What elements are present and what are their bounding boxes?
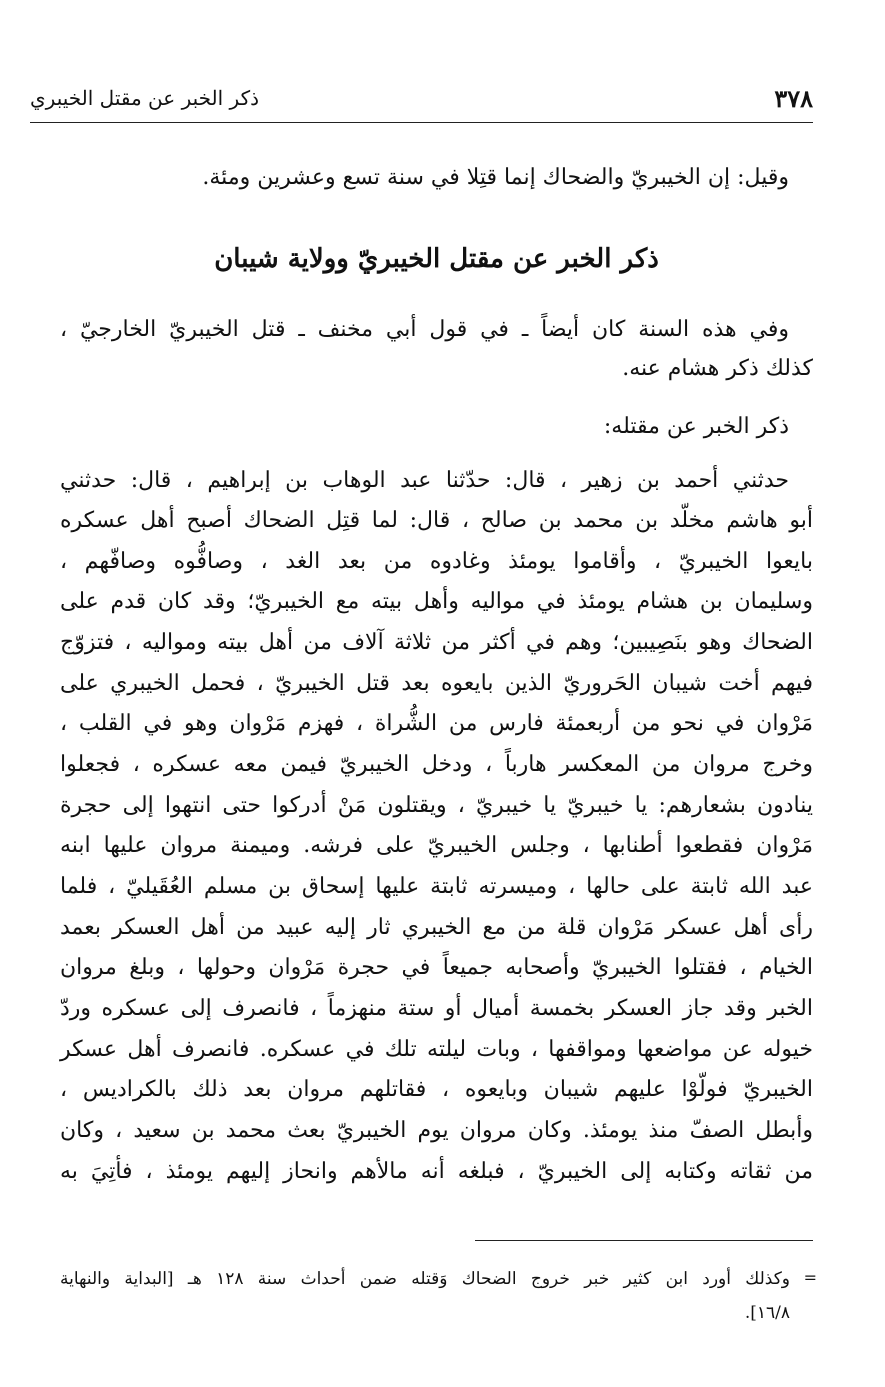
footnote-line: ١٦/٨]. — [744, 1303, 790, 1323]
narrative-line: وخرج مروان من المعكسر هارباً ، ودخل الخيبريّ فيمن معه عسكره ، فجعلوا — [60, 752, 813, 777]
narrative-line: الضحاك وهو بنَصِيبين؛ وهم في أكثر من ثلاثة آلاف من أهل بيته ومواليه ، فتزوّج — [60, 630, 813, 655]
narrative-line: عبد الله ثابتة على حالها ، وميسرته ثابتة عليها إسحاق بن مسلم العُقَيليّ ، فلما — [60, 874, 813, 899]
narrative-line: مَرْوان فقطعوا أطنابها ، وجلس الخيبريّ على فرشه. وميمنة مروان عليها ابنه — [60, 833, 813, 858]
footnote-separator — [475, 1240, 813, 1241]
narrative-line: الخيام ، فقتلوا الخيبريّ وأصحابه جميعاً في حجرة مَرْوان وحولها ، وبلغ مروان — [60, 955, 813, 980]
page-number: ٣٧٨ — [774, 84, 813, 113]
opening-line: وقيل: إن الخيبريّ والضحاك إنما قتِلا في سنة تسع وعشرين ومئة. — [202, 165, 789, 190]
running-head: ذكر الخبر عن مقتل الخيبري — [30, 86, 260, 110]
narrative-line: رأى أهل عسكر مَرْوان قلة من مع الخيبري ثار إليه عبيد من أهل العسكر بعمد — [60, 915, 813, 940]
narrative-line: حدثني أحمد بن زهير ، قال: حدّثنا عبد الوهاب بن إبراهيم ، قال: حدثني — [60, 468, 789, 493]
narrative-line: مَرْوان في نحو من أربعمئة فارس من الشُّراة ، فهزم مَرْوان وهو في القلب ، — [60, 711, 813, 736]
section-title: ذكر الخبر عن مقتل الخيبريّ وولاية شيبان — [214, 244, 659, 274]
footnote-continuation-marker: = — [803, 1268, 817, 1287]
footnote-line: وكذلك أورد ابن كثير خبر خروج الضحاك وَقتله ضمن أحداث سنة ١٢٨ هـ [البداية والنهاية — [60, 1269, 790, 1289]
narrative-line: وسليمان بن هشام يومئذ في مواليه وأهل بيته مع الخيبريّ؛ وقد كان قدم على — [60, 589, 813, 614]
narrative-line: من ثقاته وكتابه إلى الخيبريّ ، فبلغه أنه مالأهم وانحاز إليهم يومئذ ، فأتِيَ به — [60, 1159, 813, 1184]
narrative-line: خيوله عن مواضعها ومواقفها ، وبات ليلته تلك في عسكره. فانصرف أهل عسكر — [60, 1037, 813, 1062]
intro-line: كذلك ذكر هشام عنه. — [622, 356, 813, 381]
sub-heading: ذكر الخبر عن مقتله: — [603, 414, 789, 439]
page-header — [30, 82, 813, 123]
narrative-line: بايعوا الخيبريّ ، وأقاموا يومئذ وغادوه من بعد الغد ، وصافُّوه وصافّهم ، — [60, 549, 813, 574]
intro-line: وفي هذه السنة كان أيضاً ـ في قول أبي مخنف ـ قتل الخيبريّ الخارجيّ ، — [60, 317, 789, 342]
narrative-line: فيهم أخت شيبان الحَروريّ الذين بايعوه بعد قتل الخيبريّ ، فحمل الخيبري على — [60, 671, 813, 696]
narrative-line: الخبر وقد جاز العسكر بخمسة أميال أو ستة منهزماً ، فانصرف إلى عسكره وردّ — [60, 996, 813, 1021]
narrative-line: ينادون بشعارهم: يا خيبريّ يا خيبريّ ، ويقتلون مَنْ أدركوا حتى انتهوا إلى حجرة — [60, 793, 813, 818]
narrative-line: الخيبريّ فولّوْا عليهم شيبان وبايعوه ، فقاتلهم مروان بعد ذلك بالكراديس ، — [60, 1077, 813, 1102]
narrative-line: وأبطل الصفّ منذ يومئذ. وكان مروان يوم الخيبريّ بعث محمد بن سعيد ، وكان — [60, 1118, 813, 1143]
narrative-line: أبو هاشم مخلّد بن محمد بن صالح ، قال: لما قتِل الضحاك أصبح أهل عسكره — [60, 508, 813, 533]
